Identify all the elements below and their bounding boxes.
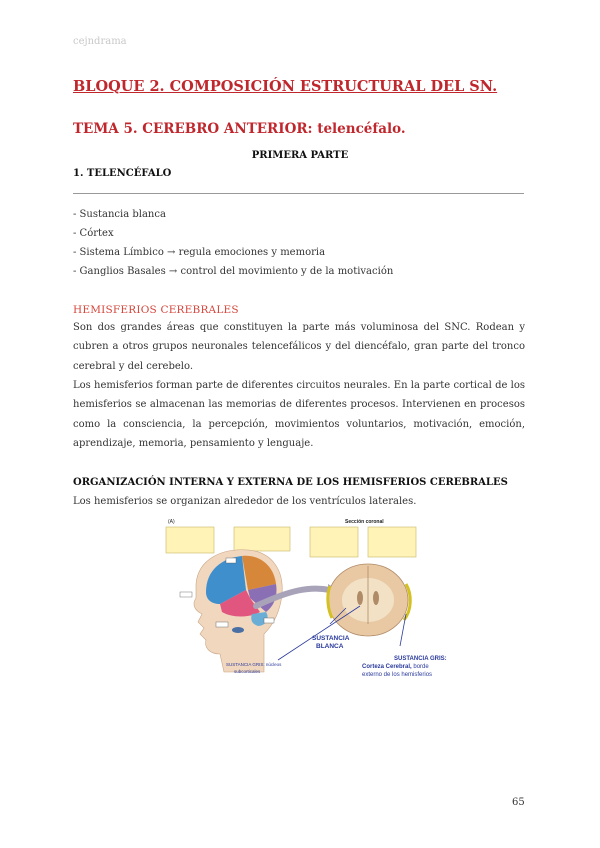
- watermark: cejndrama: [73, 36, 127, 47]
- organization-subtitle: Los hemisferios se organizan alrededor de los ventrículos laterales.: [73, 496, 417, 507]
- lobe-tag: [180, 592, 192, 597]
- cortex-label: Corteza Cerebral, borde: [362, 664, 429, 670]
- topic-title: TEMA 5. CEREBRO ANTERIOR: telencéfalo.: [73, 121, 406, 137]
- lateral-ventricle: [373, 591, 379, 605]
- pointer-line: [278, 606, 360, 660]
- list-item: - Sustancia blanca: [73, 209, 166, 220]
- callout-box: [234, 527, 290, 551]
- section-title: 1. TELENCÉFALO: [73, 168, 172, 179]
- figure-section-label: Sección coronal: [345, 519, 384, 525]
- callout-box: [166, 527, 214, 553]
- callout-box: [310, 527, 358, 557]
- subcortical-label-2: subcorticales: [234, 669, 261, 674]
- lobe-tag: [226, 558, 236, 563]
- list-item: - Ganglios Basales → control del movimiento y de la motivación: [73, 266, 394, 277]
- divider: [73, 193, 524, 194]
- lateral-ventricle: [357, 591, 363, 605]
- subcortical-label-1: SUSTANCIA GRIS: núcleos: [226, 662, 282, 667]
- components-list: [73, 205, 393, 281]
- lobe-tag: [264, 618, 274, 623]
- hemispheres-heading: HEMISFERIOS CEREBRALES: [73, 304, 239, 316]
- page-number: 65: [512, 797, 525, 808]
- figure-panel-label: (A): [168, 519, 175, 525]
- white-matter-label-1: SUSTANCIA: [312, 635, 350, 642]
- lobe-tag: [216, 622, 228, 627]
- part-label: PRIMERA PARTE: [251, 150, 349, 161]
- cortex-label-line2: externo de los hemisferios: [362, 672, 433, 678]
- hemispheres-paragraph-2: Los hemisferios forman parte de diferentes circuitos neurales. En la parte cortical de los hemisferios se almacenan las memorias de diferentes procesos. Intervienen en procesos como la consciencia, la percepción, movimientos voluntarios, motivación, emoción, aprendizaje, memoria, pensamiento y lenguaje.: [73, 380, 525, 449]
- white-matter-label-2: BLANCA: [316, 643, 344, 650]
- list-item: - Sistema Límbico → regula emociones y memoria: [73, 247, 326, 258]
- block-title: BLOQUE 2. COMPOSICIÓN ESTRUCTURAL DEL SN.: [73, 78, 498, 95]
- brainstem-marker: [232, 627, 244, 633]
- organization-heading: ORGANIZACIÓN INTERNA Y EXTERNA DE LOS HEMISFERIOS CEREBRALES: [73, 477, 508, 488]
- brain-figure: [160, 514, 450, 692]
- list-item: - Córtex: [73, 228, 114, 239]
- callout-box: [368, 527, 416, 557]
- gray-matter-label: SUSTANCIA GRIS:: [394, 656, 447, 662]
- hemispheres-paragraph-1: Son dos grandes áreas que constituyen la parte más voluminosa del SNC. Rodean y cubren a otros grupos neuronales telencefálicos y del diencéfalo, gran parte del tronco cerebral y del cerebelo.: [73, 322, 525, 372]
